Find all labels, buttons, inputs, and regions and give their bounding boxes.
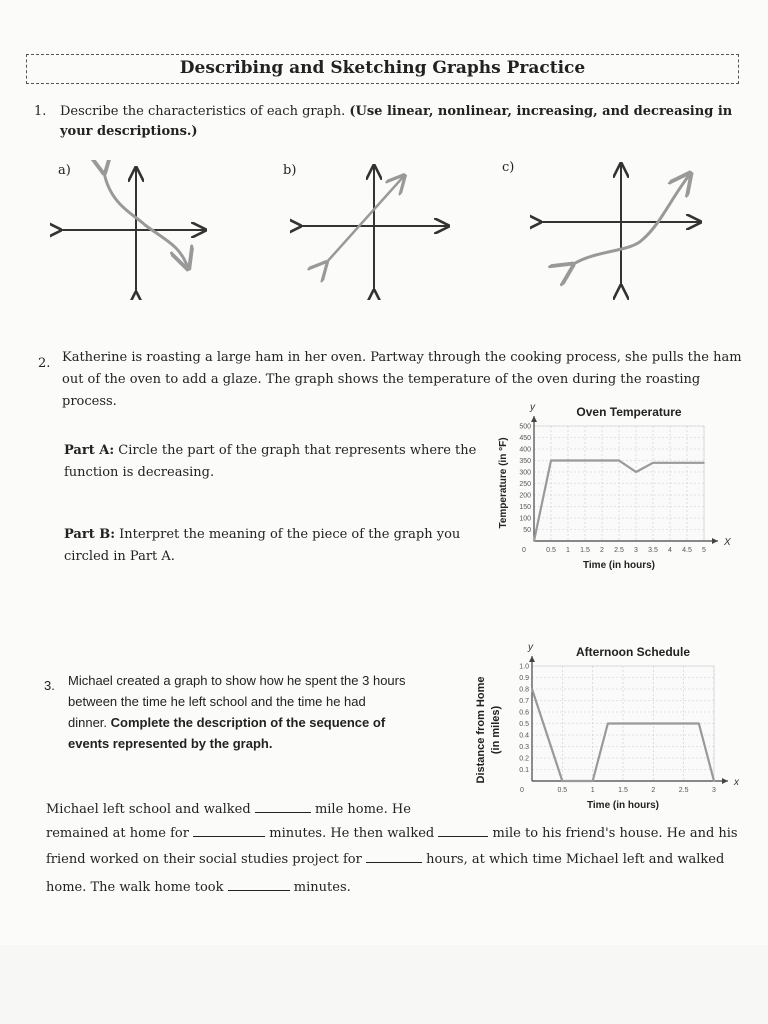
fill-line-2	[46, 824, 766, 844]
q1-text	[60, 102, 740, 142]
blank-5[interactable]	[228, 878, 290, 891]
oven-x-tick-label: 0.5	[546, 547, 556, 554]
part-b-text-1: Interpret the meaning of the piece of the graph you	[119, 527, 461, 542]
oven-y-letter: y	[530, 402, 535, 413]
oven-x-tick-label: 3.5	[648, 547, 658, 554]
fill-text-3a: friend worked on their social studies project for	[46, 852, 362, 867]
schedule-x-arrow	[722, 778, 728, 784]
oven-data-point	[669, 462, 671, 464]
oven-title: Oven Temperature	[576, 405, 682, 419]
schedule-x-label: Time (in hours)	[586, 800, 660, 811]
graph-c-label: c)	[502, 160, 515, 175]
schedule-data-point	[592, 780, 594, 782]
q2-part-b	[64, 524, 484, 568]
oven-y-tick-label: 200	[519, 492, 531, 500]
oven-y-tick-label: 250	[519, 481, 531, 488]
q3-text	[68, 670, 468, 754]
schedule-y-tick-label: 0.1	[519, 767, 529, 774]
part-a-label: Part A:	[64, 443, 115, 458]
schedule-origin-label: 0	[520, 787, 524, 794]
fill-line-1	[46, 800, 466, 820]
schedule-x-tick-label: 1.5	[618, 787, 628, 794]
schedule-x-tick-label: 0.5	[557, 787, 568, 794]
graph-a-label: a)	[58, 163, 71, 178]
schedule-y-tick-label: 0.5	[519, 721, 529, 728]
oven-y-tick-label: 150	[519, 504, 531, 511]
part-a-text-2: function is decreasing.	[64, 465, 215, 480]
schedule-y-tick-label: 1.0	[519, 663, 529, 671]
part-b-text-2: circled in Part A.	[64, 549, 175, 564]
oven-x-letter: X	[724, 537, 731, 548]
page-title: Describing and Sketching Graphs Practice	[179, 58, 586, 78]
schedule-x-letter: x	[734, 777, 739, 788]
oven-data-point	[618, 460, 620, 462]
oven-data-point	[550, 460, 552, 462]
q3-line-4: events represented by the graph.	[68, 736, 273, 751]
schedule-y-tick-label: 0.4	[519, 732, 529, 740]
fill-text-4b: minutes.	[293, 880, 351, 895]
schedule-data-point	[607, 723, 609, 725]
blank-3[interactable]	[438, 824, 488, 837]
graph-c	[530, 160, 705, 300]
graph-c-curve	[572, 174, 690, 265]
schedule-y-tick-label: 0.3	[519, 744, 529, 751]
part-b-label: Part B:	[64, 527, 116, 542]
oven-y-arrow	[531, 416, 537, 422]
graph-a-curve	[104, 172, 188, 268]
schedule-y-tick-label: 0.9	[519, 675, 529, 682]
schedule-x-tick-label: 2.5	[678, 787, 689, 794]
oven-origin-label: 0	[522, 547, 526, 554]
graph-b-label: b)	[283, 163, 297, 178]
oven-x-label: Time (in hours)	[582, 560, 656, 571]
oven-y-tick-label: 50	[523, 527, 531, 534]
oven-x-tick-label: 3	[634, 547, 638, 554]
fill-line-3	[46, 850, 766, 870]
blank-1[interactable]	[255, 800, 311, 813]
q1-number: 1.	[34, 104, 47, 119]
q2-part-a	[64, 440, 484, 484]
fill-text-1a: Michael left school and walked	[46, 802, 251, 817]
oven-x-tick-label: 2	[600, 547, 604, 554]
q3-line-3a: dinner.	[68, 715, 108, 730]
afternoon-schedule-chart	[470, 636, 755, 816]
schedule-data-point	[531, 688, 533, 690]
q3-line-3b: Complete the description of the sequence of	[110, 715, 386, 730]
oven-y-tick-label: 100	[519, 515, 531, 523]
schedule-y-label: Distance from Home	[475, 676, 487, 784]
q1-bold-instruction-2: your descriptions.)	[60, 124, 198, 139]
oven-y-tick-label: 300	[519, 469, 531, 477]
oven-y-tick-label: 400	[519, 446, 531, 454]
oven-y-tick-label: 450	[519, 435, 531, 442]
schedule-data-point	[713, 780, 715, 782]
oven-y-label: Temperature (in °F)	[498, 437, 509, 529]
q3-number: 3.	[44, 678, 55, 693]
oven-x-tick-label: 1.5	[580, 547, 590, 554]
graph-b-line	[326, 176, 404, 263]
title-box	[26, 54, 739, 84]
schedule-y-tick-label: 0.2	[519, 755, 529, 763]
graph-a	[50, 160, 215, 300]
q1-bold-instruction: (Use linear, nonlinear, increasing, and decreasing in	[349, 104, 733, 119]
oven-x-arrow	[712, 538, 718, 544]
q2-line-1: Katherine is roasting a large ham in her oven. Partway through the cooking process, she pulls the ham	[62, 350, 742, 365]
q3-line-1: Michael created a graph to show how he spent the 3 hours	[68, 673, 406, 688]
schedule-data-point	[698, 723, 700, 725]
schedule-x-tick-label: 2	[651, 787, 656, 794]
part-a-text-1: Circle the part of the graph that represents where the	[118, 443, 477, 458]
oven-data-point	[635, 471, 637, 473]
oven-data-point	[652, 462, 654, 464]
graph-b	[290, 160, 455, 300]
q2-line-3: process.	[62, 394, 117, 409]
fill-text-4a: home. The walk home took	[46, 880, 224, 895]
schedule-y-label-units: (in miles)	[490, 705, 502, 755]
oven-y-tick-label: 500	[519, 423, 531, 431]
schedule-y-arrow	[529, 656, 535, 662]
fill-line-4	[46, 878, 546, 898]
q1-instruction: Describe the characteristics of each graph.	[60, 104, 346, 119]
q2-line-2: out of the oven to add a glaze. The graph shows the temperature of the oven during the roasting	[62, 372, 701, 387]
q3-line-2: between the time he left school and the time he had	[68, 694, 366, 709]
schedule-y-tick-label: 0.8	[519, 686, 529, 694]
schedule-title: Afternoon Schedule	[575, 645, 691, 659]
oven-x-tick-label: 4.5	[682, 547, 692, 554]
oven-x-tick-label: 4	[668, 547, 672, 554]
schedule-y-tick-label: 0.6	[519, 709, 529, 717]
oven-data-point	[703, 462, 705, 464]
fill-text-3b: hours, at which time Michael left and walked	[426, 852, 725, 867]
fill-text-2b: minutes. He then walked	[269, 826, 435, 841]
oven-x-tick-label: 2.5	[614, 547, 624, 554]
oven-data-point	[533, 540, 535, 542]
oven-x-tick-label: 5	[702, 547, 706, 554]
fill-text-1b: mile home. He	[314, 802, 411, 817]
fill-text-2c: mile to his friend's house. He and his	[492, 826, 738, 841]
schedule-y-letter: y	[528, 642, 533, 653]
schedule-data-point	[562, 780, 564, 782]
oven-y-tick-label: 350	[519, 458, 531, 465]
blank-2[interactable]	[193, 824, 265, 837]
schedule-x-tick-label: 3	[712, 787, 716, 794]
blank-4[interactable]	[366, 850, 422, 863]
oven-temperature-chart	[490, 398, 740, 576]
schedule-x-tick-label: 1	[590, 787, 595, 794]
schedule-y-tick-label: 0.7	[519, 698, 529, 705]
fill-text-2a: remained at home for	[46, 826, 189, 841]
oven-x-tick-label: 1	[566, 547, 570, 554]
q2-number: 2.	[38, 356, 51, 371]
